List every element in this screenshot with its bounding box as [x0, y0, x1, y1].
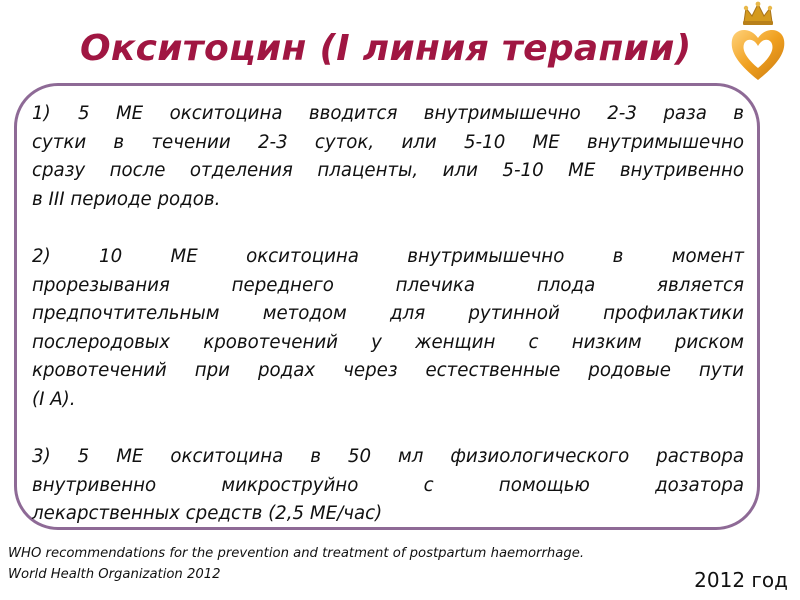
list-item-line: предпочтительным методом для рутинной профилактики — [32, 303, 744, 325]
list-item-line: 3) 5 МЕ окситоцина в 50 мл физиологического раствора — [32, 446, 744, 468]
list-item-line: прорезывания переднего плечика плода является — [32, 274, 744, 296]
list-item-line: в III периоде родов. — [32, 188, 221, 210]
list-item-line: сразу после отделения плаценты, или 5-10 МЕ внутривенно — [32, 160, 744, 182]
list-item — [32, 100, 744, 214]
crown-icon — [743, 2, 773, 25]
list-item-line: 5 МЕ окситоцина вводится внутримышечно 2-3 раза в — [78, 103, 744, 124]
recommendations-list — [32, 100, 744, 529]
heart-icon — [732, 30, 785, 80]
reference-line: World Health Organization 2012 — [8, 567, 221, 582]
list-item-line: лекарственных средств (2,5 МЕ/час) — [32, 503, 383, 525]
page-title: Окситоцин (I линия терапии) — [80, 28, 692, 69]
list-item-line: внутривенно микроструйно с помощью дозатора — [32, 474, 744, 496]
list-item-line: (I A). — [32, 388, 76, 410]
year-label: 2012 год — [694, 568, 788, 592]
list-item-line: послеродовых кровотечений у женщин с низким риском — [32, 331, 744, 353]
list-item — [32, 443, 744, 529]
list-item-line: кровотечений при родах через естественные родовые пути — [32, 360, 744, 382]
heart-crown-logo — [728, 0, 788, 84]
reference-note — [8, 543, 584, 585]
list-item-line: 2) 10 МЕ окситоцина внутримышечно в момент — [32, 245, 744, 267]
list-item — [32, 243, 744, 415]
list-item-line: сутки в течении 2-3 суток, или 5-10 МЕ внутримышечно — [32, 131, 744, 153]
reference-line: WHO recommendations for the prevention and treatment of postpartum haemorrhage. — [8, 546, 585, 561]
list-item-number: 1) — [32, 103, 51, 124]
